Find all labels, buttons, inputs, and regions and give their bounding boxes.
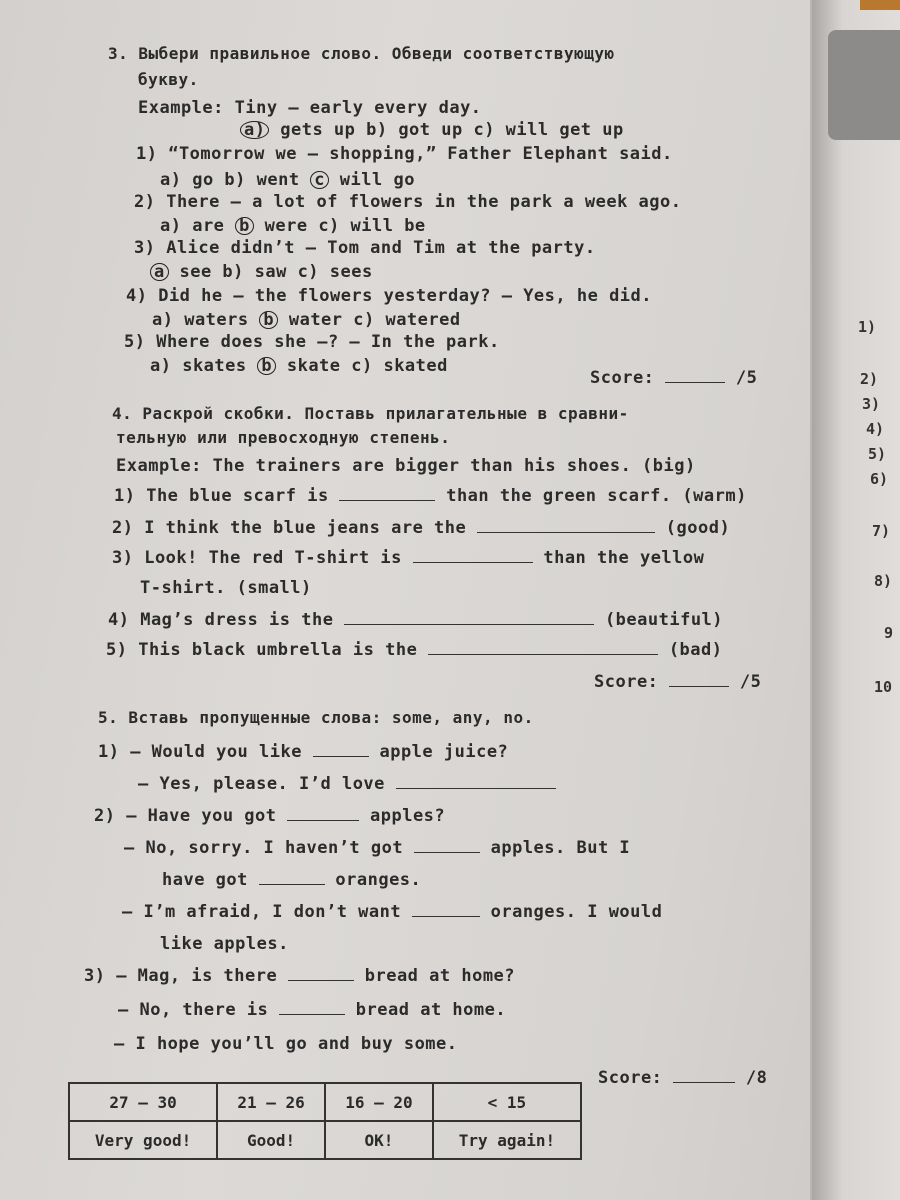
hint: (beautiful): [604, 610, 724, 630]
task3-q1: 1) “Tomorrow we – shopping,” Father Elephant said.: [136, 144, 673, 164]
options-rest: will go: [329, 170, 415, 190]
line-text: bread at home?: [364, 966, 516, 986]
task5-line: — I hope you’ll go and buy some.: [114, 1034, 458, 1054]
range-cell: 21 – 26: [217, 1083, 325, 1121]
task3-q2: 2) There – a lot of flowers in the park a week ago.: [134, 192, 682, 212]
example-label: Example:: [116, 456, 202, 476]
circled-option: b: [259, 311, 278, 329]
answer-blank[interactable]: [339, 486, 435, 501]
answer-blank[interactable]: [412, 902, 480, 917]
task3-title-cont: букву.: [138, 70, 199, 89]
line-text: oranges.: [335, 870, 422, 890]
options-rest: water c) watered: [278, 310, 461, 330]
line-text: 3) — Mag, is there: [84, 966, 278, 986]
answer-blank[interactable]: [477, 518, 655, 533]
task3-a3: [150, 262, 373, 282]
score-label: Score:: [594, 672, 659, 692]
score-blank[interactable]: [665, 368, 725, 383]
range-cell: < 15: [433, 1083, 581, 1121]
options: a) skates: [150, 356, 258, 376]
side-number: 6): [870, 470, 889, 488]
answer-blank[interactable]: [287, 806, 359, 821]
score-max: /8: [745, 1068, 768, 1088]
task4-item1: [114, 486, 747, 506]
options: a) go b) went: [160, 170, 311, 190]
task5-line: [118, 1000, 506, 1020]
task4-title: 4. Раскрой скобки. Поставь прилагательные в сравни-: [112, 404, 629, 423]
task3-example-options: [240, 120, 624, 140]
example-text: The trainers are bigger than his shoes. (big): [212, 456, 696, 476]
side-number: 4): [866, 420, 885, 438]
circled-option: a: [150, 263, 169, 281]
task5-line: [122, 902, 662, 922]
task3-a2: [160, 216, 426, 236]
line-text: 2) — Have you got: [94, 806, 277, 826]
task3-a4: [152, 310, 461, 330]
range-cell: 16 – 20: [325, 1083, 433, 1121]
item-text: 4) Mag’s dress is the: [108, 610, 334, 630]
answer-blank[interactable]: [344, 610, 594, 625]
example-text: Tiny – early every day.: [234, 98, 482, 118]
task5-line: [98, 742, 508, 762]
task3-q4: 4) Did he – the flowers yesterday? — Yes, he did.: [126, 286, 653, 306]
grade-cell: Try again!: [433, 1121, 581, 1159]
options-rest: were c) will be: [253, 216, 426, 236]
item-text: than the green scarf.: [446, 486, 672, 506]
item-text: 2) I think the blue jeans are the: [112, 518, 467, 538]
options-rest: see b) saw c) sees: [168, 262, 373, 282]
range-cell: 27 – 30: [69, 1083, 217, 1121]
circled-option: b: [235, 217, 254, 235]
item-text: than the yellow: [543, 548, 705, 568]
line-text: — No, sorry. I haven’t got: [124, 838, 404, 858]
score-blank[interactable]: [669, 672, 729, 687]
task3-q3: 3) Alice didn’t – Tom and Tim at the party.: [134, 238, 596, 258]
answer-blank[interactable]: [396, 774, 556, 789]
side-number: 2): [860, 370, 879, 388]
side-number: 8): [874, 572, 893, 590]
options: a) waters: [152, 310, 260, 330]
task4-item3-cont: T-shirt. (small): [140, 578, 312, 598]
grading-scale-table: [68, 1082, 582, 1160]
options: a) are: [160, 216, 236, 236]
line-text: apples?: [370, 806, 446, 826]
task4-score: [594, 672, 761, 692]
example-label: Example:: [138, 98, 224, 118]
task3-example: [138, 98, 482, 118]
score-blank[interactable]: [673, 1068, 735, 1083]
circled-option: b: [257, 357, 276, 375]
answer-blank[interactable]: [279, 1000, 345, 1015]
circled-option: c: [310, 171, 329, 189]
task4-title-cont: тельную или превосходную степень.: [116, 428, 451, 447]
side-number: 9: [884, 624, 894, 642]
answer-blank[interactable]: [288, 966, 354, 981]
line-text: oranges. I would: [490, 902, 663, 922]
score-label: Score:: [598, 1068, 663, 1088]
task4-item2: [112, 518, 730, 538]
page-tab: [828, 30, 900, 140]
task5-line: like apples.: [160, 934, 289, 954]
line-text: bread at home.: [355, 1000, 507, 1020]
cover-edge: [860, 0, 900, 10]
line-text: — No, there is: [118, 1000, 269, 1020]
task3-score: [590, 368, 757, 388]
line-text: apples. But I: [490, 838, 631, 858]
hint: (bad): [668, 640, 723, 660]
task5-line: [84, 966, 515, 986]
circled-option: a): [240, 121, 269, 139]
side-number: 5): [868, 445, 887, 463]
score-label: Score:: [590, 368, 655, 388]
adjacent-page: [812, 0, 900, 1200]
options-rest: skate c) skated: [276, 356, 448, 376]
line-text: — Yes, please. I’d love: [138, 774, 385, 794]
item-text: 5) This black umbrella is the: [106, 640, 418, 660]
side-number: 7): [872, 522, 891, 540]
task5-title: 5. Вставь пропущенные слова: some, any, no.: [98, 708, 534, 727]
task4-item4: [108, 610, 723, 630]
task4-item5: [106, 640, 723, 660]
score-max: /5: [739, 672, 762, 692]
table-row: [69, 1121, 581, 1159]
task3-title: 3. Выбери правильное слово. Обведи соответствующую: [108, 44, 615, 63]
side-number: 10: [874, 678, 893, 696]
task3-a1: [160, 170, 415, 190]
side-number: 3): [862, 395, 881, 413]
task3-q5: 5) Where does she –? — In the park.: [124, 332, 500, 352]
side-number: 1): [858, 318, 877, 336]
answer-blank[interactable]: [413, 548, 533, 563]
grade-cell: OK!: [325, 1121, 433, 1159]
task5-score: [598, 1068, 767, 1088]
hint: (warm): [682, 486, 747, 506]
task5-line: [124, 838, 630, 858]
grade-cell: Very good!: [69, 1121, 217, 1159]
table-row: [69, 1083, 581, 1121]
task4-example: [116, 456, 696, 476]
answer-blank[interactable]: [313, 742, 369, 757]
task3-a5: [150, 356, 448, 376]
score-max: /5: [735, 368, 758, 388]
task5-line: [138, 774, 556, 794]
line-text: apple juice?: [379, 742, 509, 762]
task5-line: [162, 870, 421, 890]
line-text: 1) — Would you like: [98, 742, 302, 762]
line-text: — I’m afraid, I don’t want: [122, 902, 402, 922]
answer-blank[interactable]: [428, 640, 658, 655]
grade-cell: Good!: [217, 1121, 325, 1159]
task5-line: [94, 806, 445, 826]
task4-item3: [112, 548, 704, 568]
item-text: 3) Look! The red T-shirt is: [112, 548, 402, 568]
line-text: have got: [162, 870, 248, 890]
answer-blank[interactable]: [414, 838, 480, 853]
item-text: 1) The blue scarf is: [114, 486, 329, 506]
example-options: gets up b) got up c) will get up: [280, 120, 624, 140]
answer-blank[interactable]: [259, 870, 325, 885]
hint: (good): [665, 518, 731, 538]
